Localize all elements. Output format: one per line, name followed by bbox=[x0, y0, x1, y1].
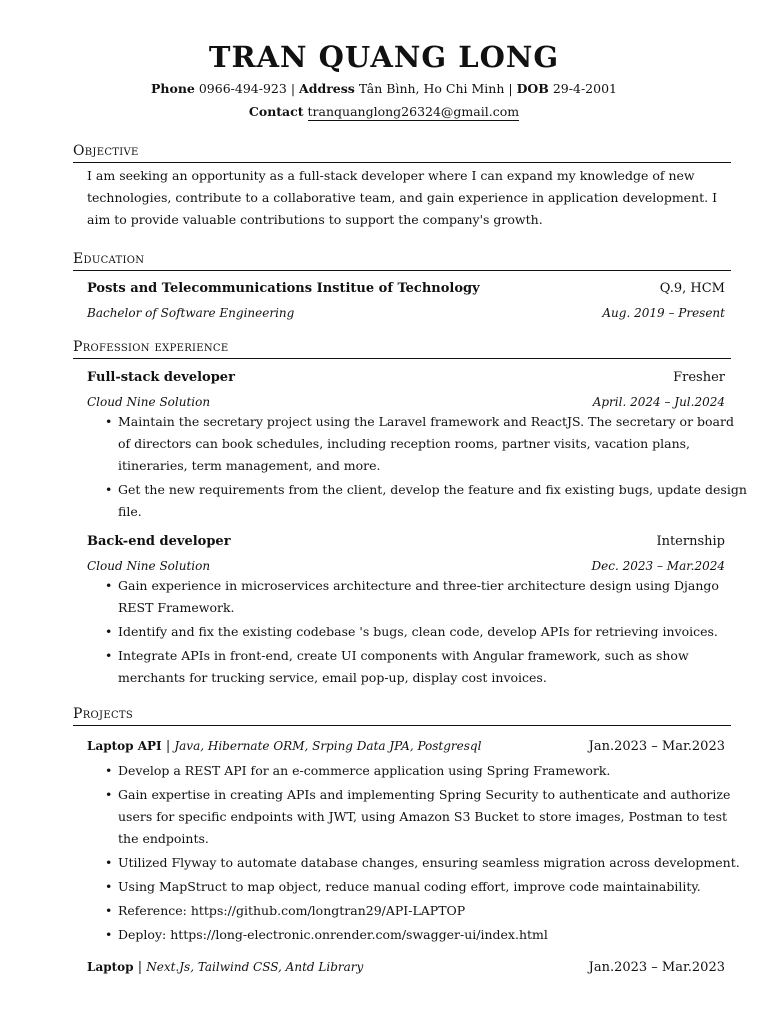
bullet-item: • Gain experience in microservices architecture and three-tier architecture design using Django REST Framework. bbox=[118, 575, 748, 619]
email-link[interactable]: tranquanglong26324@gmail.com bbox=[307, 104, 520, 119]
section-title-objective: Objective bbox=[73, 143, 731, 163]
contact-line-2 bbox=[0, 104, 768, 119]
section-title-projects: Projects bbox=[73, 706, 731, 726]
job-bullets bbox=[105, 411, 748, 525]
job-company: Cloud Nine Solution bbox=[87, 395, 211, 409]
job-company: Cloud Nine Solution bbox=[87, 559, 211, 573]
section-title-experience: Profession experience bbox=[73, 339, 731, 359]
project-stack: Java, Hibernate ORM, Srping Data JPA, Postgresql bbox=[174, 739, 482, 753]
deploy-link[interactable]: • Deploy: https://long-electronic.onrender.com/swagger-ui/index.html bbox=[118, 924, 748, 946]
phone-value: 0966-494-923 bbox=[198, 81, 287, 96]
project-sep: | bbox=[137, 960, 143, 975]
objective-text: I am seeking an opportunity as a full-stack developer where I can expand my knowledge of new technologies, contribute to a collaborative team, and gain experience in application development. I aim to provide valuable contributions to support the company's growth. bbox=[87, 168, 718, 227]
bullet-item: • Identify and fix the existing codebase 's bugs, clean code, develop APIs for retrieving invoices. bbox=[118, 621, 748, 643]
project-name: Laptop bbox=[87, 960, 134, 974]
job-role: Full-stack developer bbox=[87, 370, 235, 385]
bullet-item: • Maintain the secretary project using the Laravel framework and ReactJS. The secretary or board of directors can book schedules, including reception rooms, partner visits, vacation plans, itineraries, term management, and more. bbox=[118, 411, 748, 477]
bullet-item: • Utilized Flyway to automate database changes, ensuring seamless migration across development. bbox=[118, 852, 748, 874]
bullet-item: • Develop a REST API for an e-commerce application using Spring Framework. bbox=[118, 760, 748, 782]
project-dates: Jan.2023 – Mar.2023 bbox=[588, 739, 725, 754]
project-heading bbox=[87, 739, 481, 754]
school-name: Posts and Telecommunications Institue of Technology bbox=[87, 281, 480, 296]
contact-line-1 bbox=[0, 81, 768, 96]
education-dates: Aug. 2019 – Present bbox=[602, 306, 725, 320]
job-bullets bbox=[105, 575, 748, 691]
job-role: Back-end developer bbox=[87, 534, 231, 549]
separator: | bbox=[290, 81, 296, 96]
degree: Bachelor of Software Engineering bbox=[87, 306, 295, 320]
project-bullets bbox=[105, 760, 748, 948]
bullet-item: • Gain expertise in creating APIs and implementing Spring Security to authenticate and authorize users for specific endpoints with JWT, using Amazon S3 Bucket to store images, Postman to test the endpoints. bbox=[118, 784, 748, 850]
bullet-item: • Integrate APIs in front-end, create UI components with Angular framework, such as show merchants for trucking service, email pop-up, display cost invoices. bbox=[118, 645, 748, 689]
bullet-item: • Get the new requirements from the client, develop the feature and fix existing bugs, update design file. bbox=[118, 479, 748, 523]
dob-label: DOB bbox=[516, 81, 549, 96]
project-dates: Jan.2023 – Mar.2023 bbox=[588, 960, 725, 975]
section-title-education: Education bbox=[73, 251, 731, 271]
address-label: Address bbox=[299, 81, 355, 96]
school-location: Q.9, HCM bbox=[659, 281, 725, 296]
reference-link[interactable]: • Reference: https://github.com/longtran29/API-LAPTOP bbox=[118, 900, 748, 922]
project-heading bbox=[87, 960, 363, 975]
separator: | bbox=[508, 81, 513, 96]
dob-value: 29-4-2001 bbox=[552, 81, 617, 96]
contact-label: Contact bbox=[248, 104, 304, 119]
address-value: Tân Bình, Ho Chi Minh bbox=[358, 81, 505, 96]
bullet-item: • Using MapStruct to map object, reduce manual coding effort, improve code maintainability. bbox=[118, 876, 748, 898]
phone-label: Phone bbox=[151, 81, 195, 96]
job-dates: Dec. 2023 – Mar.2024 bbox=[591, 559, 725, 573]
project-name: Laptop API bbox=[87, 739, 162, 753]
job-dates: April. 2024 – Jul.2024 bbox=[592, 395, 725, 409]
job-level: Fresher bbox=[673, 370, 725, 385]
project-sep: | bbox=[165, 739, 171, 754]
resume-name: TRAN QUANG LONG bbox=[208, 40, 560, 74]
job-level: Internship bbox=[656, 534, 725, 549]
project-stack: Next.Js, Tailwind CSS, Antd Library bbox=[146, 960, 364, 974]
